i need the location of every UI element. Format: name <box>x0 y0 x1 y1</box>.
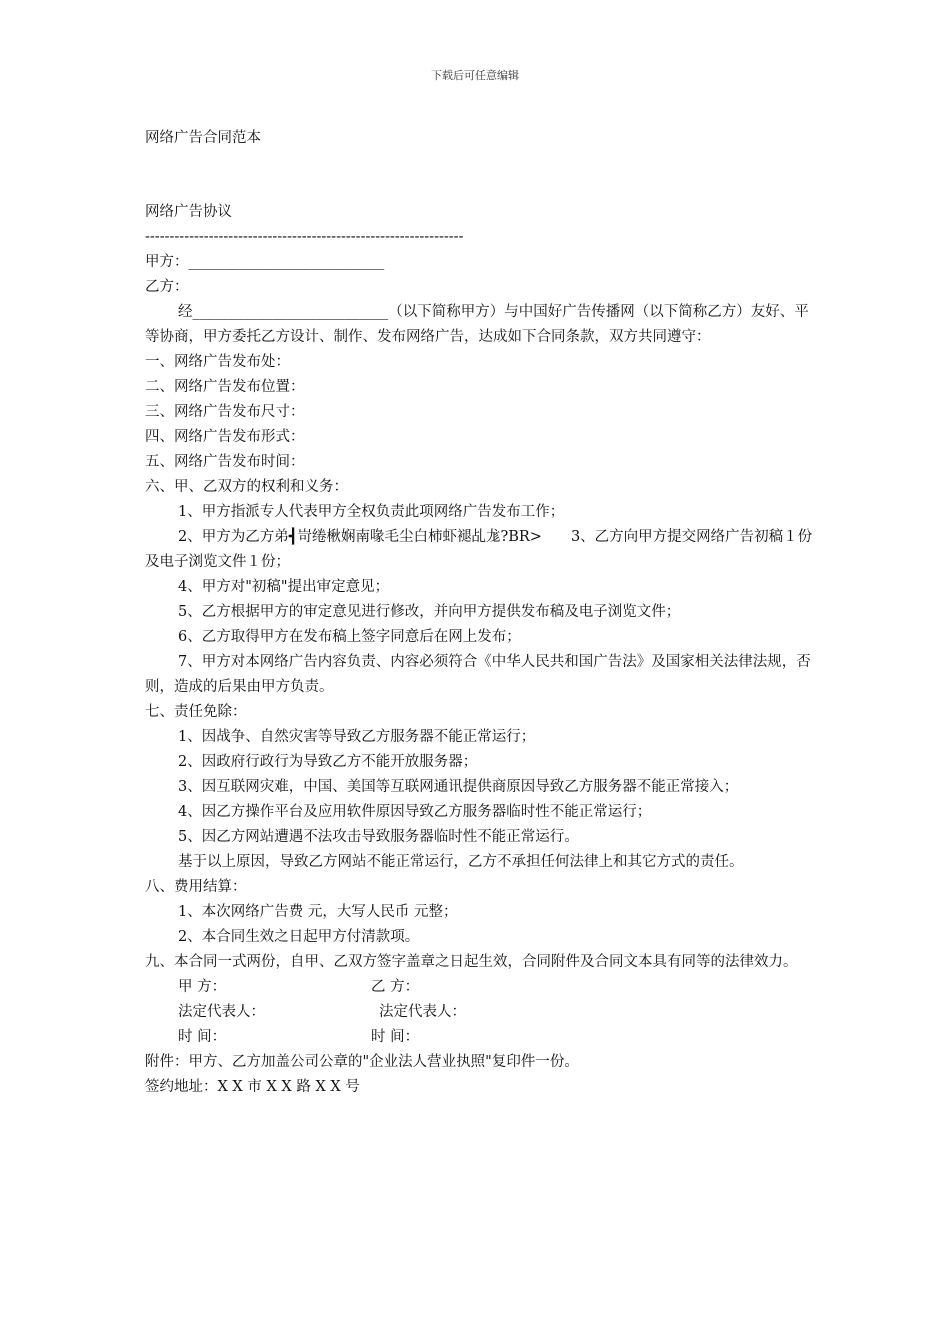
attachment-line: 附件：甲方、乙方加盖公司公章的"企业法人营业执照"复印件一份。 <box>145 1054 579 1070</box>
section-6-item-4: 4、甲方对"初稿"提出审定意见； <box>178 579 390 595</box>
section-6-item-7: 7、甲方对本网络广告内容负责、内容必须符合《中华人民共和国广告法》及国家相关法律法规，否则，造成的后果由甲方负责。 <box>145 654 811 695</box>
section-6-item-6: 6、乙方取得甲方在发布稿上签字同意后在网上发布； <box>178 629 521 645</box>
section-7-item-3: 3、因互联网灾难，中国、美国等互联网通讯提供商原因导致乙方服务器不能正常接入； <box>178 779 739 795</box>
party-b-representative-label: 法定代表人： <box>379 1004 466 1020</box>
party-b-line: 乙方： <box>145 279 189 295</box>
section-1: 一、网络广告发布处： <box>145 354 290 370</box>
section-8-item-2: 2、本合同生效之日起甲方付清款项。 <box>178 929 420 945</box>
party-a-representative-label: 法定代表人： <box>178 1004 265 1020</box>
page-header-note: 下载后可任意编辑 <box>431 69 519 82</box>
section-4: 四、网络广告发布形式： <box>145 429 305 445</box>
section-2: 二、网络广告发布位置： <box>145 379 305 395</box>
signing-address-line: 签约地址：X X 市 X X 路 X X 号 <box>145 1079 360 1095</box>
section-7-item-1: 1、因战争、自然灾害等导致乙方服务器不能正常运行； <box>178 729 536 745</box>
document-title: 网络广告合同范本 <box>145 130 261 146</box>
section-5: 五、网络广告发布时间： <box>145 454 305 470</box>
section-7-item-4: 4、因乙方操作平台及应用软件原因导致乙方服务器临时性不能正常运行； <box>178 804 652 820</box>
section-7-heading: 七、责任免除： <box>145 704 247 720</box>
section-6-item-1: 1、甲方指派专人代表甲方全权负责此项网络广告发布工作； <box>178 504 565 520</box>
section-3: 三、网络广告发布尺寸： <box>145 404 305 420</box>
signature-party-row <box>145 975 815 1000</box>
section-6-heading: 六、甲、乙双方的权利和义务： <box>145 479 348 495</box>
intro-paragraph: 经___________________________（以下简称甲方）与中国好广告传播网（以下简称乙方）友好、平等协商，甲方委托乙方设计、制作、发布网络广告，达成如下合同条款，双方共同遵守： <box>145 304 809 345</box>
party-a-line: 甲方：___________________________ <box>145 254 385 270</box>
section-7-item-5: 5、因乙方网站遭遇不法攻击导致服务器临时性不能正常运行。 <box>178 829 579 845</box>
party-a-time-label: 时 间： <box>178 1029 227 1045</box>
party-b-time-label: 时 间： <box>371 1029 420 1045</box>
section-8-heading: 八、费用结算： <box>145 879 247 895</box>
signature-representative-row <box>145 1000 815 1025</box>
contract-body <box>145 225 815 1100</box>
party-b-signature-label: 乙 方： <box>371 979 420 995</box>
section-8-item-1: 1、本次网络广告费 元，大写人民币 元整； <box>178 904 458 920</box>
section-9: 九、本合同一式两份，自甲、乙双方签字盖章之日起生效，合同附件及合同文本具有同等的法律效力。 <box>145 954 798 970</box>
signature-time-row <box>145 1025 815 1050</box>
section-6-item-5: 5、乙方根据甲方的审定意见进行修改，并向甲方提供发布稿及电子浏览文件； <box>178 604 681 620</box>
section-6-item-2-3: 2、甲方为乙方弟┫岢绻楸娴南喙毛尘白柿虾褪乩尨?BR> 3、乙方向甲方提交网络广告初稿１份及电子浏览文件１份； <box>145 529 813 570</box>
separator-line: ----------------------------------------------------------------- <box>145 229 464 245</box>
agreement-title: 网络广告协议 <box>145 204 232 220</box>
party-a-signature-label: 甲 方： <box>178 979 227 995</box>
section-7-note: 基于以上原因，导致乙方网站不能正常运行，乙方不承担任何法律上和其它方式的责任。 <box>178 854 744 870</box>
section-7-item-2: 2、因政府行政行为导致乙方不能开放服务器； <box>178 754 478 770</box>
